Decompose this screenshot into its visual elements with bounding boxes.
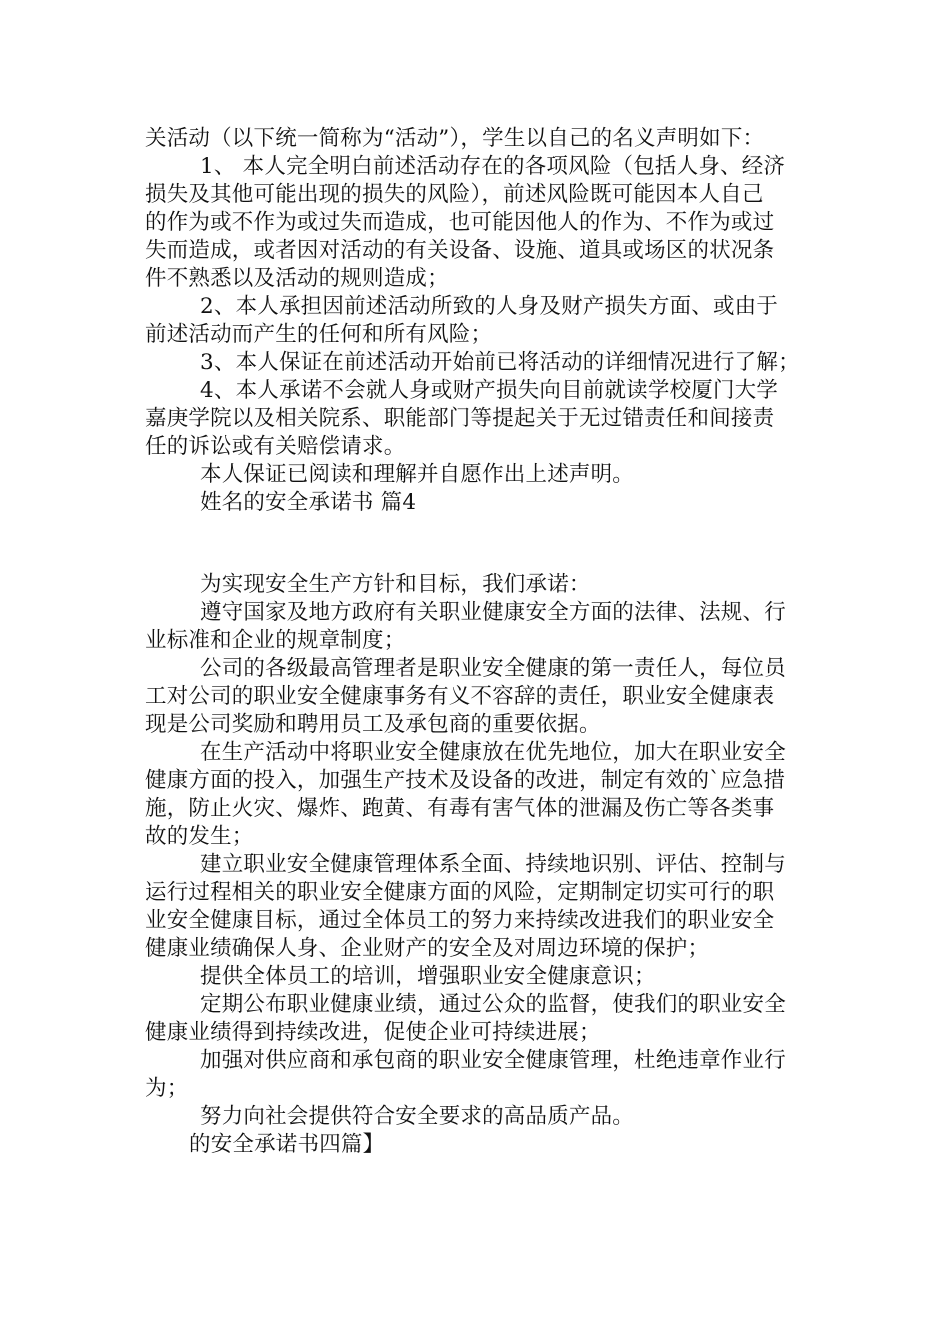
text-line: 健康业绩得到持续改进，促使企业可持续进展； [145, 1020, 601, 1045]
text-line: 本人保证已阅读和理解并自愿作出上述声明。 [200, 462, 635, 487]
text-line: 健康方面的投入，加强生产技术及设备的改进，制定有效的`应急措 [145, 768, 786, 793]
text-line: 现是公司奖励和聘用员工及承包商的重要依据。 [145, 712, 601, 737]
section-heading: 姓名的安全承诺书 篇4 [200, 490, 417, 515]
text-line: 损失及其他可能出现的损失的风险），前述风险既可能因本人自己 [145, 182, 764, 207]
text-line: 遵守国家及地方政府有关职业健康安全方面的法律、法规、行 [200, 600, 786, 625]
text-line: 为实现安全生产方针和目标，我们承诺： [200, 572, 591, 597]
closing-line: 的安全承诺书四篇】 [189, 1132, 385, 1157]
text-line: 失而造成，或者因对活动的有关设备、设施、道具或场区的状况条 [145, 238, 775, 263]
text-line: 健康业绩确保人身、企业财产的安全及对周边环境的保护； [145, 936, 710, 961]
text-line: 业标准和企业的规章制度； [145, 628, 406, 653]
text-line: 2、本人承担因前述活动所致的人身及财产损失方面、或由于 [200, 294, 779, 319]
text-line: 公司的各级最高管理者是职业安全健康的第一责任人，每位员 [200, 656, 786, 681]
text-line: 3、本人保证在前述活动开始前已将活动的详细情况进行了解； [200, 350, 800, 375]
text-line: 前述活动而产生的任何和所有风险； [145, 322, 493, 347]
text-line: 1、 本人完全明白前述活动存在的各项风险（包括人身、经济 [200, 154, 786, 179]
text-line: 嘉庚学院以及相关院系、职能部门等提起关于无过错责任和间接责 [145, 406, 775, 431]
text-line: 工对公司的职业安全健康事务有义不容辞的责任，职业安全健康表 [145, 684, 775, 709]
text-line: 运行过程相关的职业安全健康方面的风险，定期制定切实可行的职 [145, 880, 775, 905]
text-line: 在生产活动中将职业安全健康放在优先地位，加大在职业安全 [200, 740, 786, 765]
text-line: 业安全健康目标，通过全体员工的努力来持续改进我们的职业安全 [145, 908, 775, 933]
text-line: 件不熟悉以及活动的规则造成； [145, 266, 449, 291]
text-line: 为； [145, 1076, 189, 1101]
text-line: 关活动（以下统一简称为“活动”），学生以自己的名义声明如下： [145, 126, 765, 151]
text-line: 建立职业安全健康管理体系全面、持续地识别、评估、控制与 [200, 852, 786, 877]
text-line: 加强对供应商和承包商的职业安全健康管理，杜绝违章作业行 [200, 1048, 786, 1073]
text-line: 努力向社会提供符合安全要求的高品质产品。 [200, 1104, 635, 1129]
text-line: 施，防止火灾、爆炸、跑黄、有毒有害气体的泄漏及伤亡等各类事 [145, 796, 775, 821]
text-line: 任的诉讼或有关赔偿请求。 [145, 434, 406, 459]
text-line: 定期公布职业健康业绩，通过公众的监督，使我们的职业安全 [200, 992, 786, 1017]
text-line: 故的发生； [145, 824, 254, 849]
text-line: 4、本人承诺不会就人身或财产损失向目前就读学校厦门大学 [200, 378, 779, 403]
text-line: 的作为或不作为或过失而造成，也可能因他人的作为、不作为或过 [145, 210, 775, 235]
text-line: 提供全体员工的培训，增强职业安全健康意识； [200, 964, 656, 989]
